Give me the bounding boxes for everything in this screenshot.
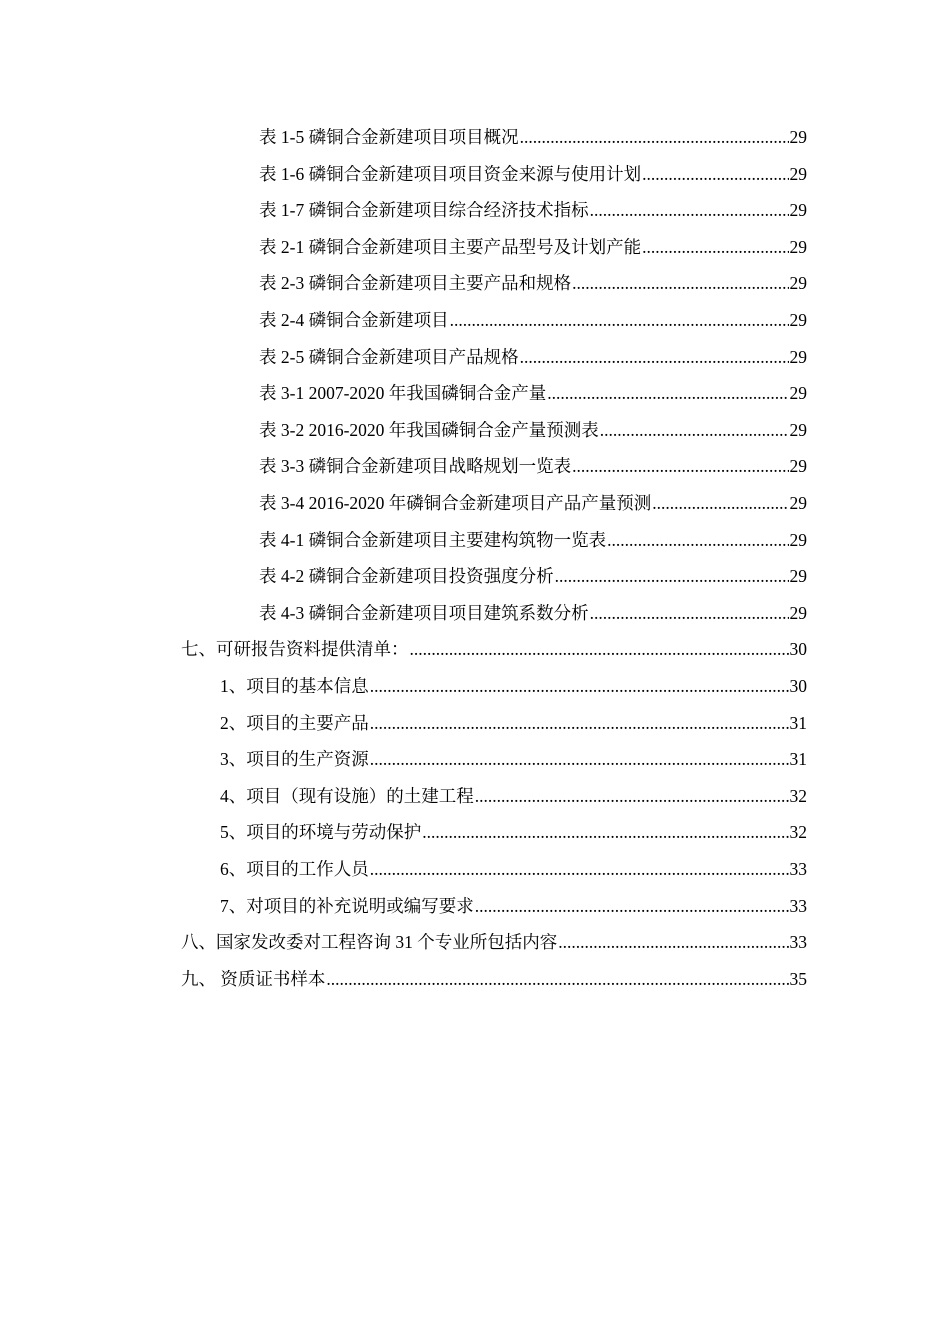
- toc-page-number: 29: [789, 200, 807, 221]
- toc-page-number: 31: [789, 749, 807, 770]
- toc-entry-section-7-item-7[interactable]: [220, 889, 807, 923]
- toc-page-number: 29: [789, 566, 807, 587]
- toc-leader-dots: [590, 596, 789, 630]
- toc-entry-section-7-item-5[interactable]: [220, 815, 807, 849]
- toc-page-number: 29: [789, 419, 807, 440]
- toc-leader-dots: [370, 742, 789, 776]
- toc-page-number: 33: [789, 859, 807, 879]
- toc-page-number: 33: [789, 932, 807, 953]
- toc-page-number: 33: [789, 895, 807, 916]
- toc-entry-table-4-3[interactable]: [259, 596, 807, 630]
- toc-page-number: 32: [789, 785, 807, 806]
- toc-page-number: 29: [789, 493, 807, 513]
- toc-entry-table-3-4[interactable]: [259, 486, 807, 520]
- toc-page-number: 29: [789, 602, 807, 623]
- toc-page-number: 29: [789, 163, 807, 184]
- toc-leader-dots: [607, 523, 788, 557]
- toc-leader-dots: [410, 632, 789, 666]
- toc-entry-label: 表 2-4 磷铜合金新建项目: [259, 310, 449, 330]
- toc-leader-dots: [558, 925, 788, 959]
- toc-page-number: 29: [789, 310, 807, 330]
- toc-leader-dots: [475, 779, 789, 813]
- toc-entry-label: 七、可研报告资料提供清单：: [181, 639, 409, 660]
- toc-entry-table-3-2[interactable]: [259, 413, 807, 447]
- toc-entry-label: 表 3-4 2016-2020 年磷铜合金新建项目产品产量预测: [259, 493, 652, 513]
- toc-entry-label: 表 3-3 磷铜合金新建项目战略规划一览表: [259, 456, 572, 477]
- toc-entry-label: 4、项目（现有设施）的土建工程: [220, 785, 474, 806]
- toc-leader-dots: [572, 449, 788, 483]
- toc-page-number: 30: [789, 639, 807, 660]
- toc-entry-label: 6、项目的工作人员: [220, 859, 369, 879]
- toc-entry-section-9[interactable]: [181, 962, 807, 996]
- toc-entry-table-3-1[interactable]: [259, 376, 807, 410]
- toc-page-number: 29: [789, 127, 807, 147]
- toc-page-number: 31: [789, 712, 807, 733]
- toc-entry-label: 表 4-3 磷铜合金新建项目项目建筑系数分析: [259, 602, 589, 623]
- toc-page-number: 29: [789, 456, 807, 477]
- toc-leader-dots: [520, 340, 789, 374]
- toc-entry-label: 表 1-5 磷铜合金新建项目项目概况: [259, 127, 519, 147]
- toc-leader-dots: [652, 486, 788, 520]
- toc-entry-section-7-item-1[interactable]: [220, 669, 807, 703]
- toc-entry-label: 表 3-2 2016-2020 年我国磷铜合金产量预测表: [259, 419, 599, 440]
- toc-page-number: 29: [789, 273, 807, 294]
- toc-entry-label: 表 1-7 磷铜合金新建项目综合经济技术指标: [259, 200, 589, 221]
- toc-page-number: 32: [789, 822, 807, 843]
- toc-entry-section-7-item-6[interactable]: [220, 852, 807, 886]
- toc-leader-dots: [642, 230, 788, 264]
- toc-leader-dots: [475, 889, 789, 923]
- toc-entry-table-1-7[interactable]: [259, 193, 807, 227]
- toc-leader-dots: [370, 852, 789, 886]
- toc-entry-table-2-3[interactable]: [259, 266, 807, 300]
- toc-leader-dots: [572, 266, 788, 300]
- toc-page-number: 29: [789, 383, 807, 404]
- toc-entry-table-2-1[interactable]: [259, 230, 807, 264]
- toc-entry-label: 表 1-6 磷铜合金新建项目项目资金来源与使用计划: [259, 163, 642, 184]
- toc-entry-table-2-5[interactable]: [259, 340, 807, 374]
- toc-page-number: 29: [789, 529, 807, 550]
- toc-leader-dots: [520, 120, 789, 154]
- toc-entry-table-2-4[interactable]: [259, 303, 807, 337]
- toc-entry-section-7-item-2[interactable]: [220, 706, 807, 740]
- toc-entry-label: 表 2-5 磷铜合金新建项目产品规格: [259, 346, 519, 367]
- toc-entry-label: 表 2-3 磷铜合金新建项目主要产品和规格: [259, 273, 572, 294]
- toc-page-number: 29: [789, 346, 807, 367]
- toc-leader-dots: [547, 376, 788, 410]
- toc-entry-label: 2、项目的主要产品: [220, 712, 369, 733]
- toc-entry-label: 7、对项目的补充说明或编写要求: [220, 895, 474, 916]
- toc-page-number: 29: [789, 236, 807, 257]
- toc-leader-dots: [450, 303, 789, 337]
- toc-entry-table-3-3[interactable]: [259, 449, 807, 483]
- toc-entry-section-7-item-3[interactable]: [220, 742, 807, 776]
- toc-page-number: 30: [789, 676, 807, 696]
- toc-entry-section-7[interactable]: [181, 632, 807, 666]
- toc-leader-dots: [555, 559, 789, 593]
- toc-leader-dots: [642, 157, 788, 191]
- toc-entry-section-8[interactable]: [181, 925, 807, 959]
- toc-entry-label: 九、 资质证书样本: [181, 968, 326, 989]
- toc-entry-section-7-item-4[interactable]: [220, 779, 807, 813]
- toc-leader-dots: [600, 413, 789, 447]
- toc-entry-label: 1、项目的基本信息: [220, 676, 369, 696]
- toc-entry-label: 表 3-1 2007-2020 年我国磷铜合金产量: [259, 383, 547, 404]
- toc-entry-label: 表 4-1 磷铜合金新建项目主要建构筑物一览表: [259, 529, 607, 550]
- toc-entry-label: 3、项目的生产资源: [220, 749, 369, 770]
- toc-leader-dots: [370, 669, 789, 703]
- toc-leader-dots: [370, 706, 789, 740]
- toc-entry-table-1-5[interactable]: [259, 120, 807, 154]
- toc-leader-dots: [590, 193, 789, 227]
- toc-entry-label: 表 2-1 磷铜合金新建项目主要产品型号及计划产能: [259, 236, 642, 257]
- toc-leader-dots: [422, 815, 788, 849]
- toc-leader-dots: [326, 962, 788, 996]
- toc-entry-table-4-2[interactable]: [259, 559, 807, 593]
- toc-entry-table-4-1[interactable]: [259, 523, 807, 557]
- toc-entry-table-1-6[interactable]: [259, 157, 807, 191]
- toc-entry-label: 表 4-2 磷铜合金新建项目投资强度分析: [259, 566, 554, 587]
- toc-page-number: 35: [789, 968, 807, 989]
- toc-entry-label: 5、项目的环境与劳动保护: [220, 822, 422, 843]
- toc-entry-label: 八、国家发改委对工程咨询 31 个专业所包括内容: [181, 932, 558, 953]
